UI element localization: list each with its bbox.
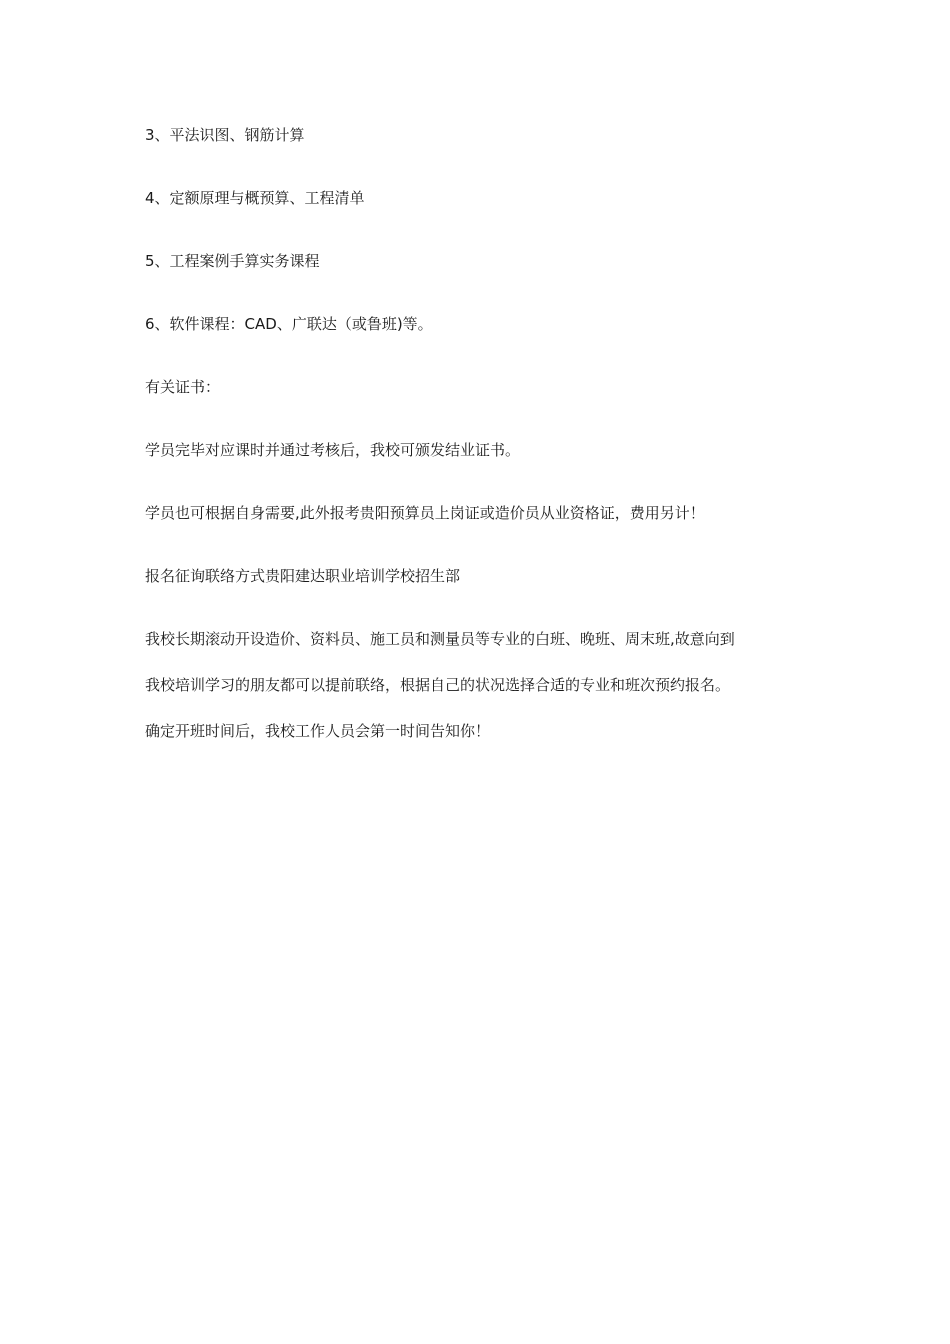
schedule-text-line-1: 我校长期滚动开设造价、资料员、施工员和测量员等专业的白班、晚班、周末班,故意向到: [145, 630, 735, 648]
certificate-heading: 有关证书：: [145, 378, 221, 396]
extra-certificate-text: 学员也可根据自身需要,此外报考贵阳预算员上岗证或造价员从业资格证，费用另计！: [145, 504, 705, 522]
document-body: [145, 123, 835, 743]
schedule-text-line-3: 确定开班时间后，我校工作人员会第一时间告知你！: [145, 722, 491, 740]
course-item-3: 3、平法识图、钢筋计算: [145, 126, 305, 144]
contact-heading: 报名征询联络方式贵阳建达职业培训学校招生部: [145, 567, 461, 585]
certificate-text: 学员完毕对应课时并通过考核后，我校可颁发结业证书。: [145, 441, 521, 459]
course-item-4: 4、定额原理与概预算、工程清单: [145, 189, 365, 207]
course-item-6: 6、软件课程：CAD、广联达（或鲁班)等。: [145, 315, 433, 333]
course-item-5: 5、工程案例手算实务课程: [145, 252, 320, 270]
schedule-text-line-2: 我校培训学习的朋友都可以提前联络，根据自己的状况选择合适的专业和班次预约报名。: [145, 676, 731, 694]
